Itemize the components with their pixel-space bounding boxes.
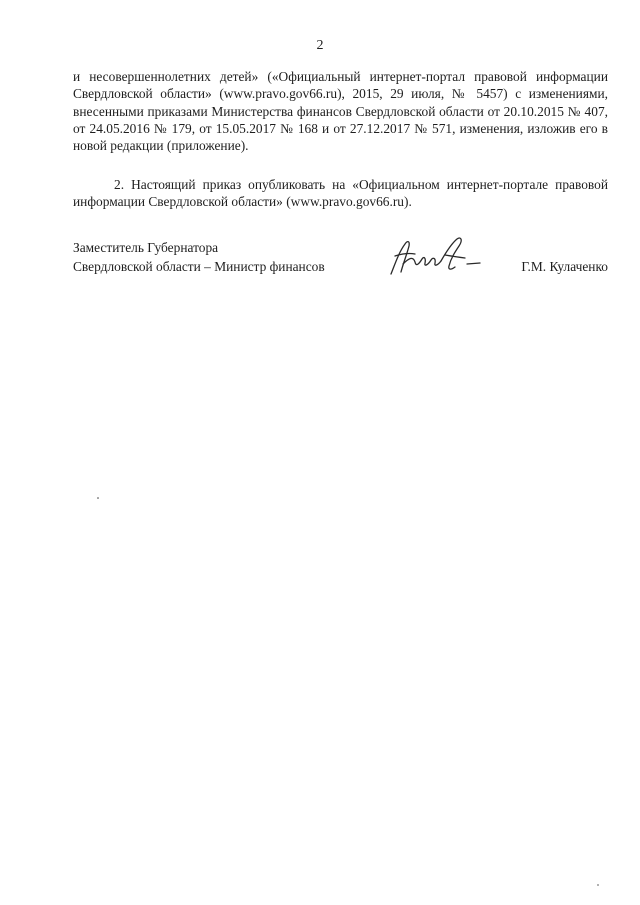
scan-speck bbox=[597, 884, 599, 886]
paragraph-continuation: и несовершеннолетних детей» («Официальный интернет-портал правовой информации Свердловской области» (www.pravo.gov66.ru), 2015, 29 июля, № 5457) с изменениями, внесенными приказами Министерства финансов Свердловской области от 20.10.2015 № 407, от 24.05.2016 № 179, от 15.05.2017 № 168 и от 27.12.2017 № 571, изменения, изложив его в новой редакции (приложение). bbox=[73, 69, 608, 154]
scan-speck bbox=[97, 497, 99, 499]
signatory-title bbox=[73, 238, 325, 276]
signatory-title-line-2: Свердловской области – Министр финансов bbox=[73, 259, 325, 274]
handwritten-signature bbox=[385, 234, 485, 282]
page-number: 2 bbox=[316, 38, 324, 53]
paragraph-publication-order: 2. Настоящий приказ опубликовать на «Официальном интернет-портале правовой информации Свердловской области» (www.pravo.gov66.ru). bbox=[73, 177, 608, 210]
signature-block bbox=[73, 238, 608, 288]
signatory-name: Г.М. Кулаченко bbox=[521, 259, 608, 274]
signatory-title-line-1: Заместитель Губернатора bbox=[73, 240, 219, 255]
